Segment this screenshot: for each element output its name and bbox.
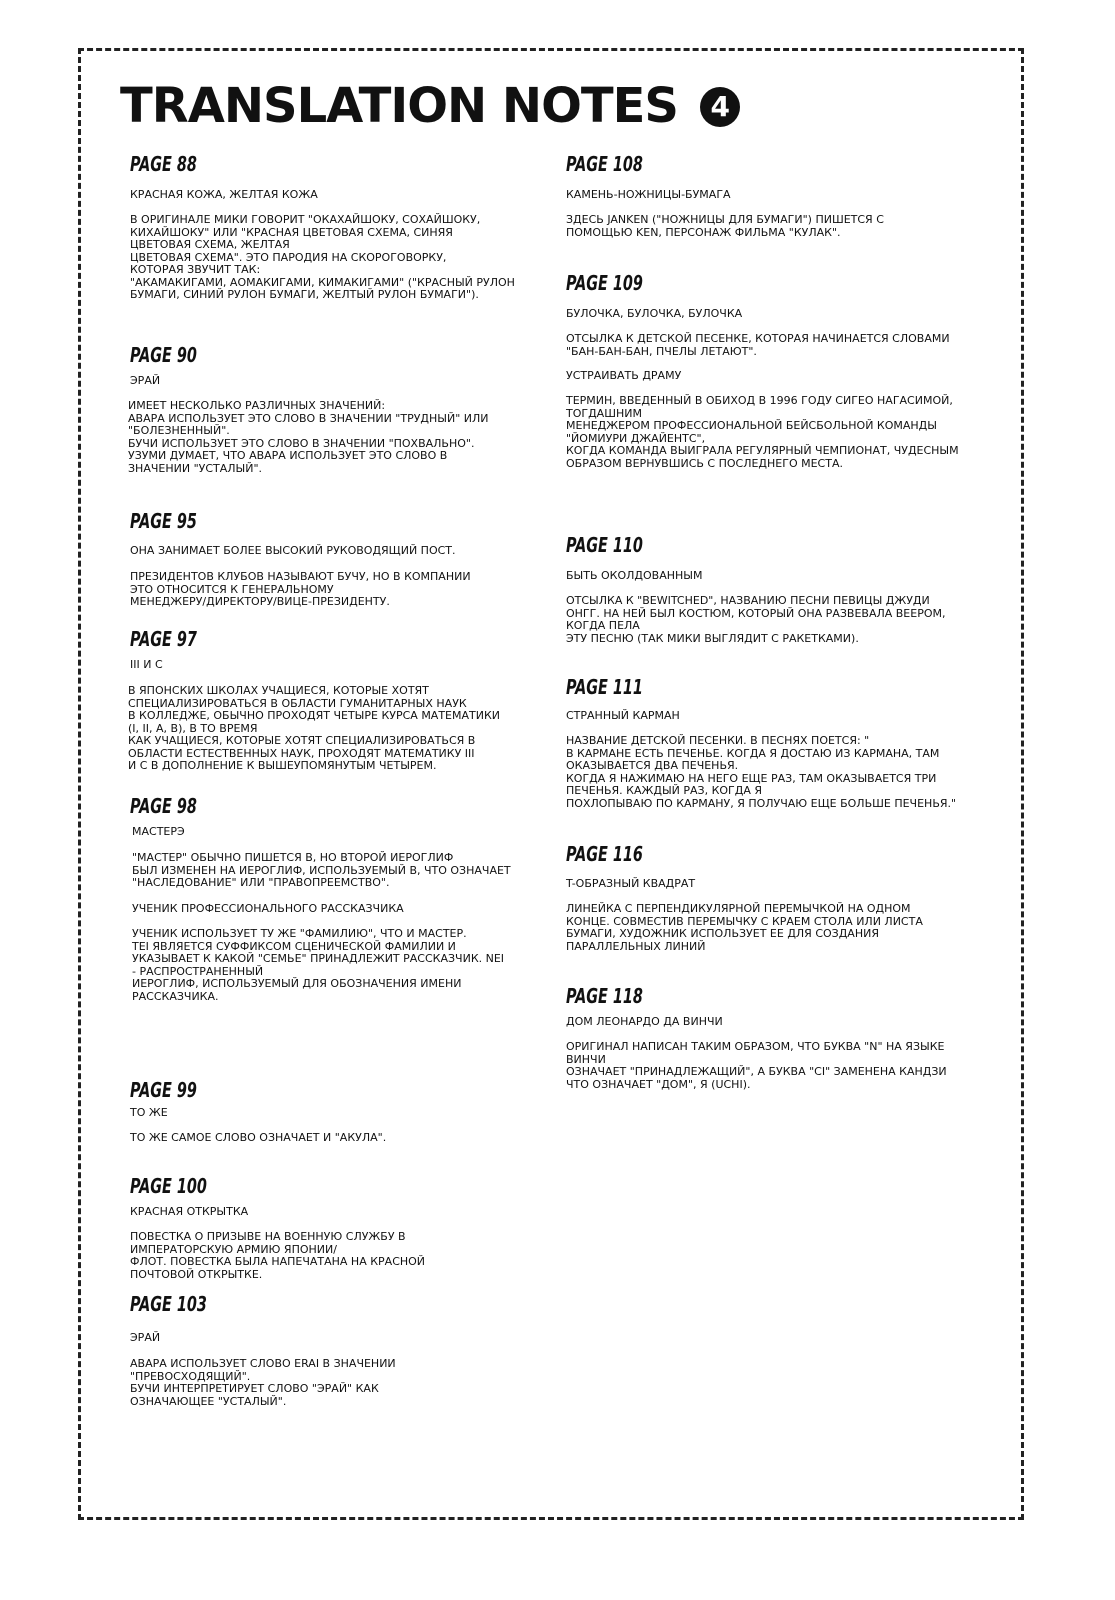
- note-heading: МАСТЕРЭ: [132, 825, 185, 838]
- note-text: ОТСЫЛКА К "BEWITCHED", НАЗВАНИЮ ПЕСНИ ПЕВИЦЫ ДЖУДИ ОНГГ. НА НЕЙ БЫЛ КОСТЮМ, КОТОРЫЙ ОНА РАЗВЕВАЛА ВЕЕРОМ, КОГДА ПЕЛА ЭТУ ПЕСНЮ (ТАК МИКИ ВЫГЛЯДИТ С РАКЕТКАМИ).: [566, 594, 946, 645]
- note-page-109: PAGE 109: [566, 271, 643, 295]
- note-heading: T-ОБРАЗНЫЙ КВАДРАТ: [566, 877, 696, 890]
- note-text: ПОВЕСТКА О ПРИЗЫВЕ НА ВОЕННУЮ СЛУЖБУ В ИМПЕРАТОРСКУЮ АРМИЮ ЯПОНИИ/ ФЛОТ. ПОВЕСТКА БЫЛА НАПЕЧАТАНА НА КРАСНОЙ ПОЧТОВОЙ ОТКРЫТКЕ.: [130, 1230, 426, 1281]
- note-text: ТО ЖЕ САМОЕ СЛОВО ОЗНАЧАЕТ И "АКУЛА".: [130, 1131, 387, 1144]
- note-heading: УЧЕНИК ПРОФЕССИОНАЛЬНОГО РАССКАЗЧИКА: [132, 902, 404, 915]
- note-page-103: PAGE 103: [130, 1292, 207, 1316]
- note-heading: ОНА ЗАНИМАЕТ БОЛЕЕ ВЫСОКИЙ РУКОВОДЯЩИЙ ПОСТ.: [130, 544, 456, 557]
- note-text: "МАСТЕР" ОБЫЧНО ПИШЕТСЯ В, НО ВТОРОЙ ИЕРОГЛИФ БЫЛ ИЗМЕНЕН НА ИЕРОГЛИФ, ИСПОЛЬЗУЕМЫЙ В, ЧТО ОЗНАЧАЕТ "НАСЛЕДОВАНИЕ" ИЛИ "ПРАВОПРЕЕМСТВО".: [132, 851, 511, 889]
- note-page-88: PAGE 88: [130, 152, 197, 176]
- note-heading: III И C: [130, 658, 163, 671]
- note-text: ОРИГИНАЛ НАПИСАН ТАКИМ ОБРАЗОМ, ЧТО БУКВА "N" НА ЯЗЫКЕ ВИНЧИ ОЗНАЧАЕТ "ПРИНАДЛЕЖАЩИЙ", А БУКВА "CI" ЗАМЕНЕНА КАНДЗИ ЧТО ОЗНАЧАЕТ "ДОМ", Я (UCHI).: [566, 1040, 947, 1091]
- note-page-95: PAGE 95: [130, 509, 197, 533]
- note-page-116: PAGE 116: [566, 842, 643, 866]
- note-text: ЗДЕСЬ JANKEN ("НОЖНИЦЫ ДЛЯ БУМАГИ") ПИШЕТСЯ С ПОМОЩЬЮ KEN, ПЕРСОНАЖ ФИЛЬМА "КУЛАК".: [566, 213, 884, 239]
- note-text: В ЯПОНСКИХ ШКОЛАХ УЧАЩИЕСЯ, КОТОРЫЕ ХОТЯТ СПЕЦИАЛИЗИРОВАТЬСЯ В ОБЛАСТИ ГУМАНИТАРНЫХ НАУК В КОЛЛЕДЖЕ, ОБЫЧНО ПРОХОДЯТ ЧЕТЫРЕ КУРСА МАТЕМАТИКИ (I, II, A, B), В ТО ВРЕМЯ КАК УЧАЩИЕСЯ, КОТОРЫЕ ХОТЯТ СПЕЦИАЛИЗИРОВАТЬСЯ В ОБЛАСТИ ЕСТЕСТВЕННЫХ НАУК, ПРОХОДЯТ МАТЕМАТИКУ III И C В ДОПОЛНЕНИЕ К ВЫШЕУПОМЯНУТЫМ ЧЕТЫРЕМ.: [128, 684, 501, 772]
- note-text: ИМЕЕТ НЕСКОЛЬКО РАЗЛИЧНЫХ ЗНАЧЕНИЙ: АВАРА ИСПОЛЬЗУЕТ ЭТО СЛОВО В ЗНАЧЕНИИ "ТРУДНЫЙ" ИЛИ "БОЛЕЗНЕННЫЙ". БУЧИ ИСПОЛЬЗУЕТ ЭТО СЛОВО В ЗНАЧЕНИИ "ПОХВАЛЬНО". УЗУМИ ДУМАЕТ, ЧТО АВАРА ИСПОЛЬЗУЕТ ЭТО СЛОВО В ЗНАЧЕНИИ "УСТАЛЫЙ".: [128, 399, 489, 475]
- note-heading: СТРАННЫЙ КАРМАН: [566, 709, 680, 722]
- note-page-90: PAGE 90: [130, 343, 197, 367]
- title-number-badge: 4: [700, 87, 740, 127]
- note-page-110: PAGE 110: [566, 533, 643, 557]
- note-heading: ЭРАЙ: [130, 374, 161, 387]
- note-heading: ЭРАЙ: [130, 1331, 161, 1344]
- note-text: В ОРИГИНАЛЕ МИКИ ГОВОРИТ "ОКАХАЙШОКУ, СОХАЙШОКУ, КИХАЙШОКУ" ИЛИ "КРАСНАЯ ЦВЕТОВАЯ СХЕМА, СИНЯЯ ЦВЕТОВАЯ СХЕМА, ЖЕЛТАЯ ЦВЕТОВАЯ СХЕМА". ЭТО ПАРОДИЯ НА СКОРОГОВОРКУ, КОТОРАЯ ЗВУЧИТ ТАК: "АКАМАКИГАМИ, АОМАКИГАМИ, КИМАКИГАМИ" ("КРАСНЫЙ РУЛОН БУМАГИ, СИНИЙ РУЛОН БУМАГИ, ЖЕЛТЫЙ РУЛОН БУМАГИ").: [130, 213, 515, 301]
- note-heading: БЫТЬ ОКОЛДОВАННЫМ: [566, 569, 703, 582]
- note-page-99: PAGE 99: [130, 1078, 197, 1102]
- note-text: ЛИНЕЙКА С ПЕРПЕНДИКУЛЯРНОЙ ПЕРЕМЫЧКОЙ НА ОДНОМ КОНЦЕ. СОВМЕСТИВ ПЕРЕМЫЧКУ С КРАЕМ СТОЛА ИЛИ ЛИСТА БУМАГИ, ХУДОЖНИК ИСПОЛЬЗУЕТ ЕЕ ДЛЯ СОЗДАНИЯ ПАРАЛЛЕЛЬНЫХ ЛИНИЙ: [566, 902, 923, 953]
- note-page-111: PAGE 111: [566, 675, 643, 699]
- note-heading: ТО ЖЕ: [130, 1106, 168, 1119]
- note-heading: ДОМ ЛЕОНАРДО ДА ВИНЧИ: [566, 1015, 723, 1028]
- note-page-118: PAGE 118: [566, 984, 643, 1008]
- note-text: НАЗВАНИЕ ДЕТСКОЙ ПЕСЕНКИ. В ПЕСНЯХ ПОЕТСЯ: " В КАРМАНЕ ЕСТЬ ПЕЧЕНЬЕ. КОГДА Я ДОСТАЮ ИЗ КАРМАНА, ТАМ ОКАЗЫВАЕТСЯ ДВА ПЕЧЕНЬЯ. КОГДА Я НАЖИМАЮ НА НЕГО ЕЩЕ РАЗ, ТАМ ОКАЗЫВАЕТСЯ ТРИ ПЕЧЕНЬЯ. КАЖДЫЙ РАЗ, КОГДА Я ПОХЛОПЫВАЮ ПО КАРМАНУ, Я ПОЛУЧАЮ ЕЩЕ БОЛЬШЕ ПЕЧЕНЬЯ.": [566, 734, 957, 810]
- note-page-97: PAGE 97: [130, 627, 197, 651]
- note-text: УЧЕНИК ИСПОЛЬЗУЕТ ТУ ЖЕ "ФАМИЛИЮ", ЧТО И МАСТЕР. TEI ЯВЛЯЕТСЯ СУФФИКСОМ СЦЕНИЧЕСКОЙ ФАМИЛИИ И УКАЗЫВАЕТ К КАКОЙ "СЕМЬЕ" ПРИНАДЛЕЖИТ РАССКАЗЧИК. NEI - РАСПРОСТРАНЕННЫЙ ИЕРОГЛИФ, ИСПОЛЬЗУЕМЫЙ ДЛЯ ОБОЗНАЧЕНИЯ ИМЕНИ РАССКАЗЧИКА.: [132, 927, 505, 1003]
- note-page-98: PAGE 98: [130, 794, 197, 818]
- note-page-108: PAGE 108: [566, 152, 643, 176]
- note-heading: КРАСНАЯ ОТКРЫТКА: [130, 1205, 249, 1218]
- note-page-100: PAGE 100: [130, 1174, 207, 1198]
- note-heading: БУЛОЧКА, БУЛОЧКА, БУЛОЧКА: [566, 307, 743, 320]
- note-text: ПРЕЗИДЕНТОВ КЛУБОВ НАЗЫВАЮТ БУЧУ, НО В КОМПАНИИ ЭТО ОТНОСИТСЯ К ГЕНЕРАЛЬНОМУ МЕНЕДЖЕРУ/ДИРЕКТОРУ/ВИЦЕ-ПРЕЗИДЕНТУ.: [130, 570, 471, 608]
- note-heading: УСТРАИВАТЬ ДРАМУ: [566, 369, 682, 382]
- note-heading: КРАСНАЯ КОЖА, ЖЕЛТАЯ КОЖА: [130, 188, 318, 201]
- note-text: АВАРА ИСПОЛЬЗУЕТ СЛОВО ERAI В ЗНАЧЕНИИ "ПРЕВОСХОДЯЩИЙ". БУЧИ ИНТЕРПРЕТИРУЕТ СЛОВО "ЭРАЙ" КАК ОЗНАЧАЮЩЕЕ "УСТАЛЫЙ".: [130, 1357, 396, 1408]
- note-text: ТЕРМИН, ВВЕДЕННЫЙ В ОБИХОД В 1996 ГОДУ СИГЕО НАГАСИМОЙ, ТОГДАШНИМ МЕНЕДЖЕРОМ ПРОФЕССИОНАЛЬНОЙ БЕЙСБОЛЬНОЙ КОМАНДЫ "ЙОМИУРИ ДЖАЙЕНТС", КОГДА КОМАНДА ВЫИГРАЛА РЕГУЛЯРНЫЙ ЧЕМПИОНАТ, ЧУДЕСНЫМ ОБРАЗОМ ВЕРНУВШИСЬ С ПОСЛЕДНЕГО МЕСТА.: [566, 394, 959, 470]
- page-title: TRANSLATION NOTES 4: [120, 78, 740, 134]
- note-heading: КАМЕНЬ-НОЖНИЦЫ-БУМАГА: [566, 188, 731, 201]
- note-text: ОТСЫЛКА К ДЕТСКОЙ ПЕСЕНКЕ, КОТОРАЯ НАЧИНАЕТСЯ СЛОВАМИ "БАН-БАН-БАН, ПЧЕЛЫ ЛЕТАЮТ".: [566, 332, 950, 358]
